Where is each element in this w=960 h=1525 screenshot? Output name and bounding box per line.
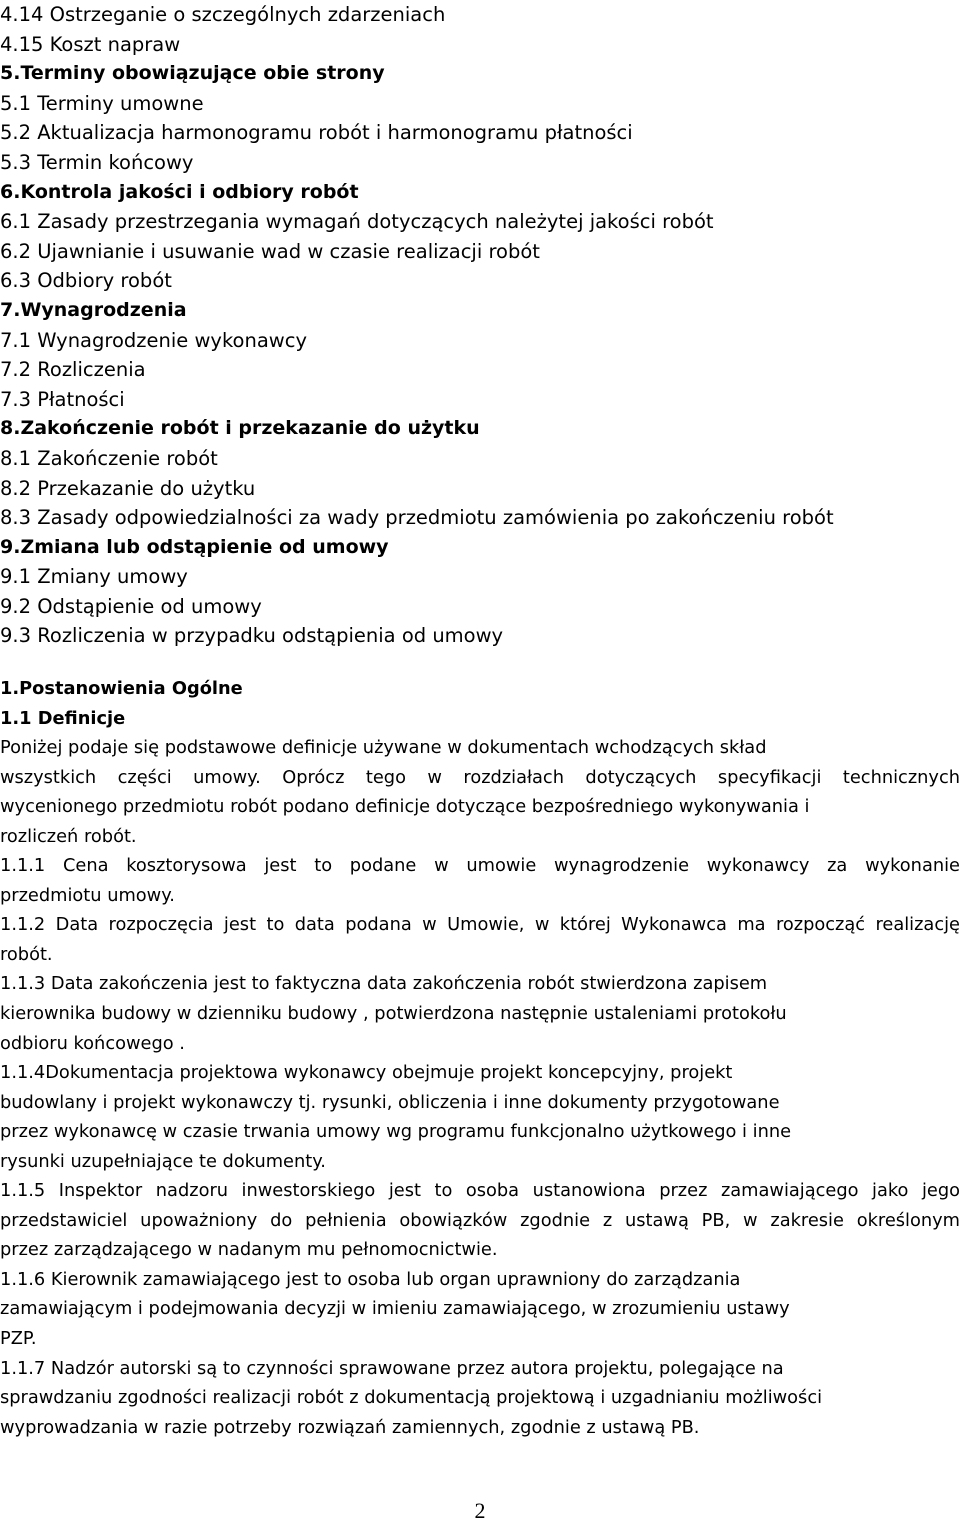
toc-section-heading: 6.Kontrola jakości i odbiory robót — [0, 180, 359, 203]
paragraph-line: wycenionego przedmiotu robót podano definicje dotyczące bezpośredniego wykonywania i — [0, 796, 810, 818]
toc-entry: 8.2 Przekazanie do użytku — [0, 476, 256, 500]
paragraph-line: wszystkich części umowy. Oprócz tego w rozdziałach dotyczących specyfikacji technicznych — [0, 766, 960, 788]
section-heading: 1.1 Definicje — [0, 707, 126, 729]
toc-entry: 9.1 Zmiany umowy — [0, 565, 188, 589]
toc-entry: 5.2 Aktualizacja harmonogramu robót i harmonogramu płatności — [0, 121, 633, 145]
definition-line: odbioru końcowego . — [0, 1032, 185, 1054]
toc-entry: 4.14 Ostrzeganie o szczególnych zdarzeniach — [0, 3, 446, 26]
toc-section-heading: 5.Terminy obowiązujące obie strony — [0, 62, 385, 85]
paragraph-line: rozliczeń robót. — [0, 825, 137, 847]
definition-line: 1.1.7 Nadzór autorski są to czynności sprawowane przez autora projektu, polegające na — [0, 1357, 784, 1379]
definition-line: przedmiotu umowy. — [0, 884, 175, 906]
definition-line: przedstawiciel upoważniony do pełnienia obowiązków zgodnie z ustawą PB, w zakresie określonym — [0, 1209, 960, 1231]
toc-entry: 7.1 Wynagrodzenie wykonawcy — [0, 328, 308, 352]
definition-line: 1.1.4Dokumentacja projektowa wykonawcy obejmuje projekt koncepcyjny, projekt — [0, 1062, 733, 1084]
definition-line: przez wykonawcę w czasie trwania umowy wg programu funkcjonalno użytkowego i inne — [0, 1121, 792, 1143]
definition-line: sprawdzaniu zgodności realizacji robót z dokumentacją projektową i uzgadnianiu możliwości — [0, 1387, 823, 1409]
definition-line: PZP. — [0, 1328, 37, 1350]
toc-section-heading: 9.Zmiana lub odstąpienie od umowy — [0, 535, 389, 558]
toc-entry: 7.2 Rozliczenia — [0, 358, 146, 382]
definition-line: kierownika budowy w dzienniku budowy , potwierdzona następnie ustaleniami protokołu — [0, 1003, 787, 1025]
toc-section-heading: 8.Zakończenie robót i przekazanie do użytku — [0, 417, 480, 440]
chapter-heading: 1.Postanowienia Ogólne — [0, 678, 243, 699]
toc-entry: 5.1 Terminy umowne — [0, 91, 204, 115]
toc-entry: 9.2 Odstąpienie od umowy — [0, 594, 262, 618]
document-body — [0, 674, 960, 1442]
page-number: 2 — [474, 1498, 486, 1523]
toc-entry: 9.3 Rozliczenia w przypadku odstąpienia od umowy — [0, 624, 504, 648]
definition-line: 1.1.6 Kierownik zamawiającego jest to osoba lub organ uprawniony do zarządzania — [0, 1268, 741, 1290]
table-of-contents — [0, 0, 960, 651]
toc-entry: 4.15 Koszt napraw — [0, 32, 181, 56]
toc-entry: 6.1 Zasady przestrzegania wymagań dotyczących należytej jakości robót — [0, 210, 714, 234]
toc-entry: 5.3 Termin końcowy — [0, 150, 194, 174]
toc-entry: 6.2 Ujawnianie i usuwanie wad w czasie realizacji robót — [0, 239, 540, 263]
definition-line: budowlany i projekt wykonawczy tj. rysunki, obliczenia i inne dokumenty przygotowane — [0, 1091, 780, 1113]
toc-entry: 6.3 Odbiory robót — [0, 269, 172, 293]
paragraph-line: Poniżej podaje się podstawowe definicje używane w dokumentach wchodzących skład — [0, 737, 767, 759]
definition-line: zamawiającym i podejmowania decyzji w imieniu zamawiającego, w zrozumieniu ustawy — [0, 1298, 790, 1320]
definition-line: 1.1.2 Data rozpoczęcia jest to data podana w Umowie, w której Wykonawca ma rozpocząć realizację — [0, 914, 960, 936]
definition-line: przez zarządzającego w nadanym mu pełnomocnictwie. — [0, 1239, 498, 1261]
toc-entry: 7.3 Płatności — [0, 387, 125, 411]
toc-entry: 8.3 Zasady odpowiedzialności za wady przedmiotu zamówienia po zakończeniu robót — [0, 506, 834, 530]
definition-line: 1.1.1 Cena kosztorysowa jest to podane w umowie wynagrodzenie wykonawcy za wykonanie — [0, 855, 960, 877]
definition-line: wyprowadzania w razie potrzeby rozwiązań zamiennych, zgodnie z ustawą PB. — [0, 1416, 700, 1438]
definition-line: robót. — [0, 943, 53, 965]
definition-line: rysunki uzupełniające te dokumenty. — [0, 1150, 326, 1172]
definition-line: 1.1.5 Inspektor nadzoru inwestorskiego jest to osoba ustanowiona przez zamawiającego jako jego — [0, 1180, 960, 1202]
toc-entry: 8.1 Zakończenie robót — [0, 446, 218, 470]
definition-line: 1.1.3 Data zakończenia jest to faktyczna data zakończenia robót stwierdzona zapisem — [0, 973, 768, 995]
toc-section-heading: 7.Wynagrodzenia — [0, 298, 187, 321]
